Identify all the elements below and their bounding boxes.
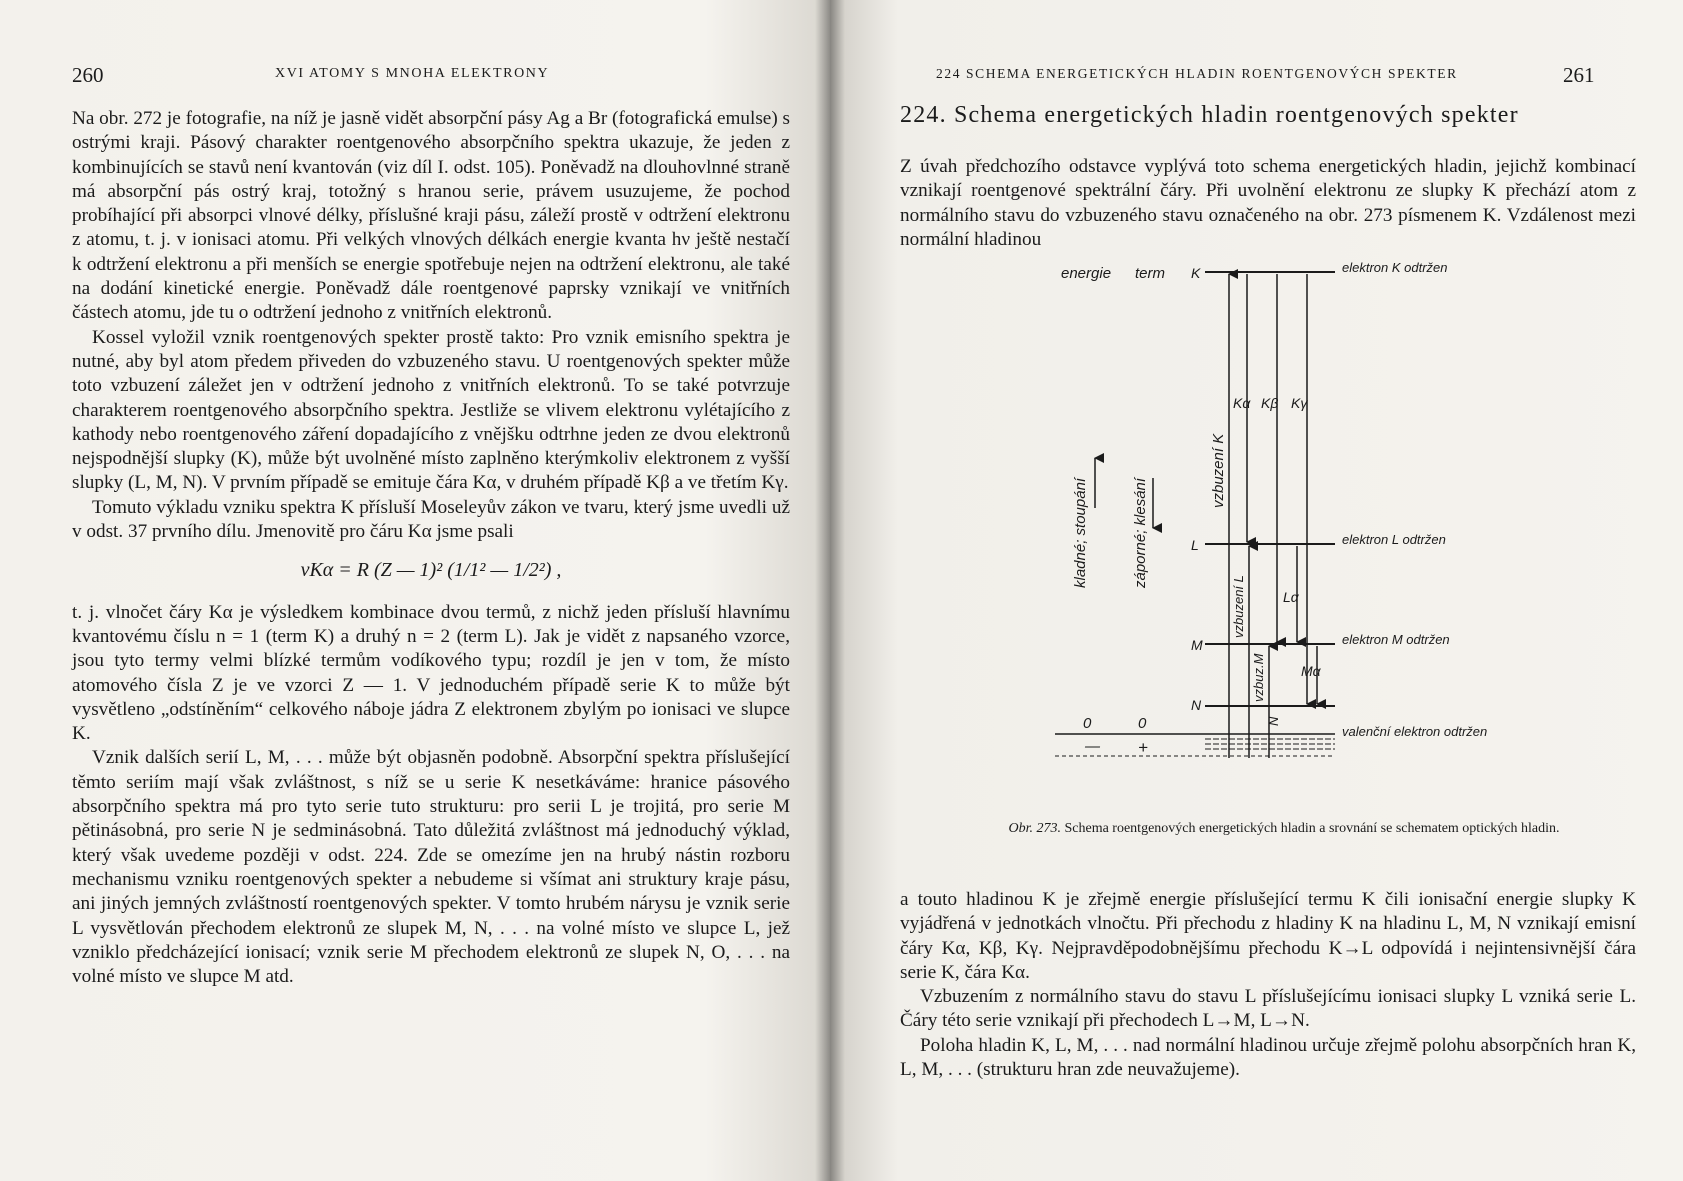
level-m: M [1191,637,1203,653]
paragraph: t. j. vlnočet čáry Kα je výsledkem kombinace dvou termů, z nichž jeden přísluší hlavnímu kvantovému číslu n = 1 (term K) a druhý n = 2 (term L). Jak je vidět z napsaného vzorce, jsou tyto termy velmi blízké termům vodíkového typu; rozdíl je jen v tom, že místo atomového čísla Z je ve vzorci Z — 1. V jednoduchém případě serie K to může být vysvětleno „odstíněním“ celkového náboje jádra Z elektronem zbylým po ionisaci ve slupce K. [72,601,790,745]
col-term: term [1135,265,1165,282]
level-k: K [1191,265,1201,281]
caption-text: Schema roentgenových energetických hladin a srovnání se schematem optických hladin. [1064,821,1560,836]
label-m: elektron M odtržen [1342,632,1450,647]
paragraph: Vzbuzením z normálního stavu do stavu L příslušejícímu ionisaci slupky L vzniká serie L. Čáry této serie vznikají při přechodech L→M, L→N. [900,986,1636,1032]
paragraph: Kossel vyložil vznik roentgenových spekter prostě takto: Pro vznik emisního spektra je nutné, aby byl atom předem přiveden do vzbuzeného stavu. U roentgenových spekter může toto vzbuzení záležet jen v odtržení jednoho z vnitřních elektronů. To se také potvrzuje charakterem roentgenového absorpčního spektra. Jestliže se vlivem elektronu vylétajícího z kathody nebo roentgenového záření dopadajícího z vnějšku odtrhne jeden ze dvou elektronů nejspodnější slupky (K), může být uvolněné místo zaplněno kterýmkoliv elektronem z vyšší slupky (L, M, N). V prvním případě se emituje čára Kα, v druhém případě Kβ a ve třetím Kγ. [72,326,790,494]
label-k-alpha: Kα [1233,395,1251,411]
paragraph: Tomuto výkladu vzniku spektra K přísluší Moseleyův zákon ve tvaru, který jsme uvedli už v odst. 37 prvního dílu. Jmenovitě pro čáru Kα jsme psali [72,496,790,543]
minus-sign: — [1085,738,1100,755]
right-page [830,0,1683,1181]
zero-left: 0 [1083,715,1092,732]
plus-sign: + [1138,738,1148,757]
label-n-vertical: N [1266,716,1281,726]
right-body [900,888,1636,1082]
caption-label: Obr. 273. [1008,821,1061,836]
figure-caption [934,820,1634,837]
right-page-number: 261 [1563,63,1595,87]
book-gutter [815,0,845,1181]
paragraph: a touto hladinou K je zřejmě energie příslušející termu K čili ionisační energie slupky K vyjádřená v jednotkách vlnočtu. Při přechodu z hladiny K na hladinu L, M, N vznikají emisní čáry Kα, Kβ, Kγ. Nejpravděpodobnějšímu přechodu K→L odpovídá i nejintensivnější čára serie K, čára Kα. [900,889,1636,983]
left-page-number: 260 [72,63,104,87]
col-energie: energie [1061,265,1112,282]
left-running-title: XVI ATOMY S MNOHA ELEKTRONY [275,66,550,81]
section-title: 224. Schema energetických hladin roentgenových spekter [900,102,1519,128]
moseley-formula: νKα = R (Z — 1)² (1/1² — 1/2²) , [300,559,562,582]
label-kladne: kladné; stoupání [1072,477,1089,588]
label-valence: valenční elektron odtržen [1342,724,1488,739]
label-vzbuzeni-k: vzbuzení K [1210,433,1227,508]
label-zaporne: záporné; klesání [1132,477,1149,588]
label-vzbuzeni-l: vzbuzení L [1231,575,1246,638]
energy-level-diagram [1015,258,1515,818]
continuum-band [1205,732,1335,754]
left-body [72,107,790,989]
zero-right: 0 [1138,715,1147,732]
label-k-beta: Kβ [1261,395,1279,411]
level-l: L [1191,537,1199,553]
label-l: elektron L odtržen [1342,532,1446,547]
label-k-1: elektron K odtržen [1342,260,1448,275]
right-running-title: 224 SCHEMA ENERGETICKÝCH HLADIN ROENTGENOVÝCH SPEKTER [936,66,1458,81]
paragraph: Vznik dalších serií L, M, . . . může být objasněn podobně. Absorpční spektra příslušející těmto seriím mají však zvláštnost, s níž se u serie K nesetkáváme: hranice pásového absorpčního spektra má pro tyto serie tuto strukturu: pro serii L je trojitá, pro serie M pětinásobná, pro serie N je sedminásobná. Tato důležitá zvláštnost má jednoduchý výklad, který však uvedeme později v odst. 224. Zde se omezíme jen na hrubý nástin rozboru mechanismu vzniku roentgenových spekter a nebudeme si všímat ani struktury kraje pásu, ani jiných jemných zvláštností roentgenových spekter. V tomto hrubém nárysu je vznik serie L vysvětlován přechodem elektronů ze slupek M, N, . . . na volné místo ve slupce L, jež vzniklo předcházející ionisací; vznik serie M přechodem elektronů ze slupek N, O, . . . na volné místo ve slupce M atd. [72,747,790,988]
label-k-gamma: Kγ [1291,395,1308,411]
label-l-alpha: Lα [1283,589,1299,605]
level-n: N [1191,697,1202,713]
paragraph: Poloha hladin K, L, M, . . . nad normální hladinou určuje zřejmě polohu absorpčních hran K, L, M, . . . (strukturu hran zde neuvažujeme). [900,1034,1636,1081]
paragraph: Na obr. 272 je fotografie, na níž je jasně vidět absorpční pásy Ag a Br (fotografická emulse) s ostrými kraji. Pásový charakter roentgenového absorpčního spektra ukazuje, že jeden z kombinujících se stavů není kvantován (viz díl I. odst. 105). Poněvadž na dlouhovlnné straně má absorpční pás ostrý kraj, totožný s hranou serie, právem usuzujeme, že pochod probíhající při absorpci vlnové délky, příslušné kraji pásu, záleží prostě v odtržení elektronu z atomu, t. j. v ionisaci atomu. Při velkých vlnových délkách energie kvanta hν ještě nestačí k odtržení elektronu a při menších se energie spotřebuje nejen na odtržení elektronu, ale také na dodání kinetické energie. Poněvadž dále roentgenové paprsky vznikají ve vnitřních částech atomu, jde tu o odtržení jednoho z vnitřních elektronů. [72,108,790,324]
left-page [0,0,830,1181]
intro-paragraph: Z úvah předchozího odstavce vyplývá toto schema energetických hladin, jejichž kombinací vznikají roentgenové spektrální čáry. Při uvolnění elektronu ze slupky K přechází atom z normálního stavu do vzbuzeného stavu označeného na obr. 273 písmenem K. Vzdálenost mezi normální hladinou [900,156,1636,250]
label-vzbuz-m: vzbuz.M [1251,653,1266,702]
label-m-alpha: Mα [1301,663,1321,679]
